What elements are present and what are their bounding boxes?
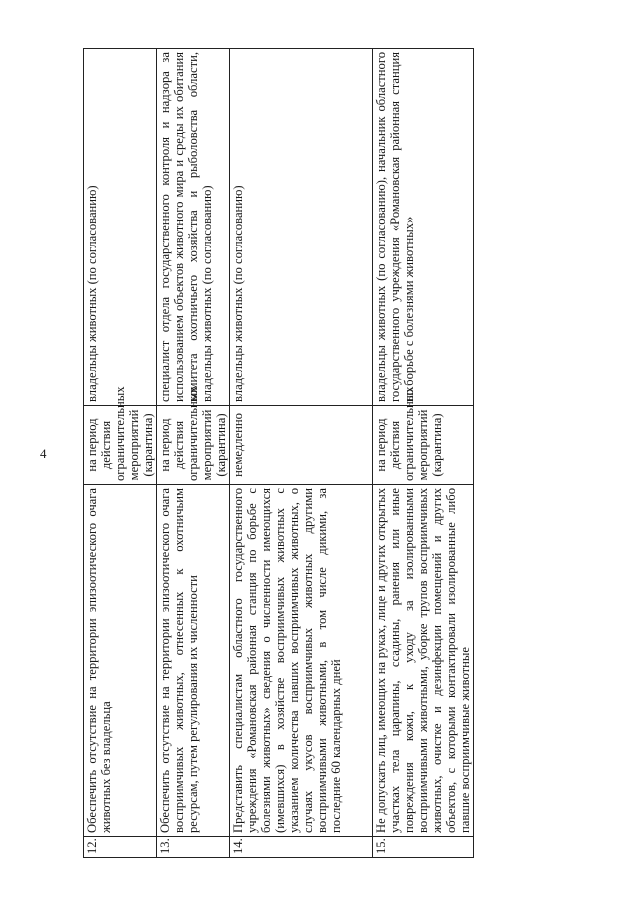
term-cell: на период действия ограничительных мероприятий (карантина) — [373, 406, 474, 485]
table-row — [84, 49, 157, 858]
page-number: 4 — [40, 446, 47, 461]
row-number: 13. — [157, 837, 230, 858]
term-cell: на период действия ограничительных мероприятий (карантина) — [157, 406, 230, 485]
responsible-cell: владельцы животных (по согласованию) — [230, 49, 373, 406]
rotated-content — [83, 48, 472, 858]
measure-cell: Обеспечить отсутствие на территории эпизоотического очага животных без владельца — [84, 485, 157, 837]
responsible-cell: владельцы животных (по согласованию) — [84, 49, 157, 406]
measures-table — [83, 48, 474, 858]
table-row — [373, 49, 474, 858]
row-number: 12. — [84, 837, 157, 858]
row-number: 15. — [373, 837, 474, 858]
term-cell: немедленно — [230, 406, 373, 485]
term-cell: на период действия ограничительных мероприятий (карантина) — [84, 406, 157, 485]
measure-cell: Представить специалистам областного государственного учреждения «Романовская районная станция по борьбе с болезнями животных» сведения о численности имеющихся (имевшихся) в хозяйстве восприимчивых животных с указанием количества павших восприимчивых животных, о случаях укусов восприимчивых животных другими восприимчивыми животными, в том числе дикими, за последние 60 календарных дней — [230, 485, 373, 837]
row-number: 14. — [230, 837, 373, 858]
table-row — [230, 49, 373, 858]
responsible-cell: специалист отдела государственного контроля и надзора за использованием объектов животного мира и среды их обитания комитета охотничьего хозяйства и рыболовства области, владельцы животных (по согласованию) — [157, 49, 230, 406]
rotated-table-area — [83, 48, 472, 858]
responsible-cell: владельцы животных (по согласованию), начальник областного государственного учреждения «Романовская районная станция по борьбе с болезнями животных» — [373, 49, 474, 406]
measure-cell: Не допускать лиц, имеющих на руках, лице и других открытых участках тела царапины, ссадины, ранения или иные повреждения кожи, к уходу за изолированными восприимчивыми животными, уборке трупов восприимчивых животных, очистке и дезинфекции помещений и других объектов, с которыми контактировали изолированные либо павшие восприимчивые животные — [373, 485, 474, 837]
table-row — [157, 49, 230, 858]
measure-cell: Обеспечить отсутствие на территории эпизоотического очага восприимчивых животных, отнесенных к охотничьим ресурсам, путем регулирования их численности — [157, 485, 230, 837]
